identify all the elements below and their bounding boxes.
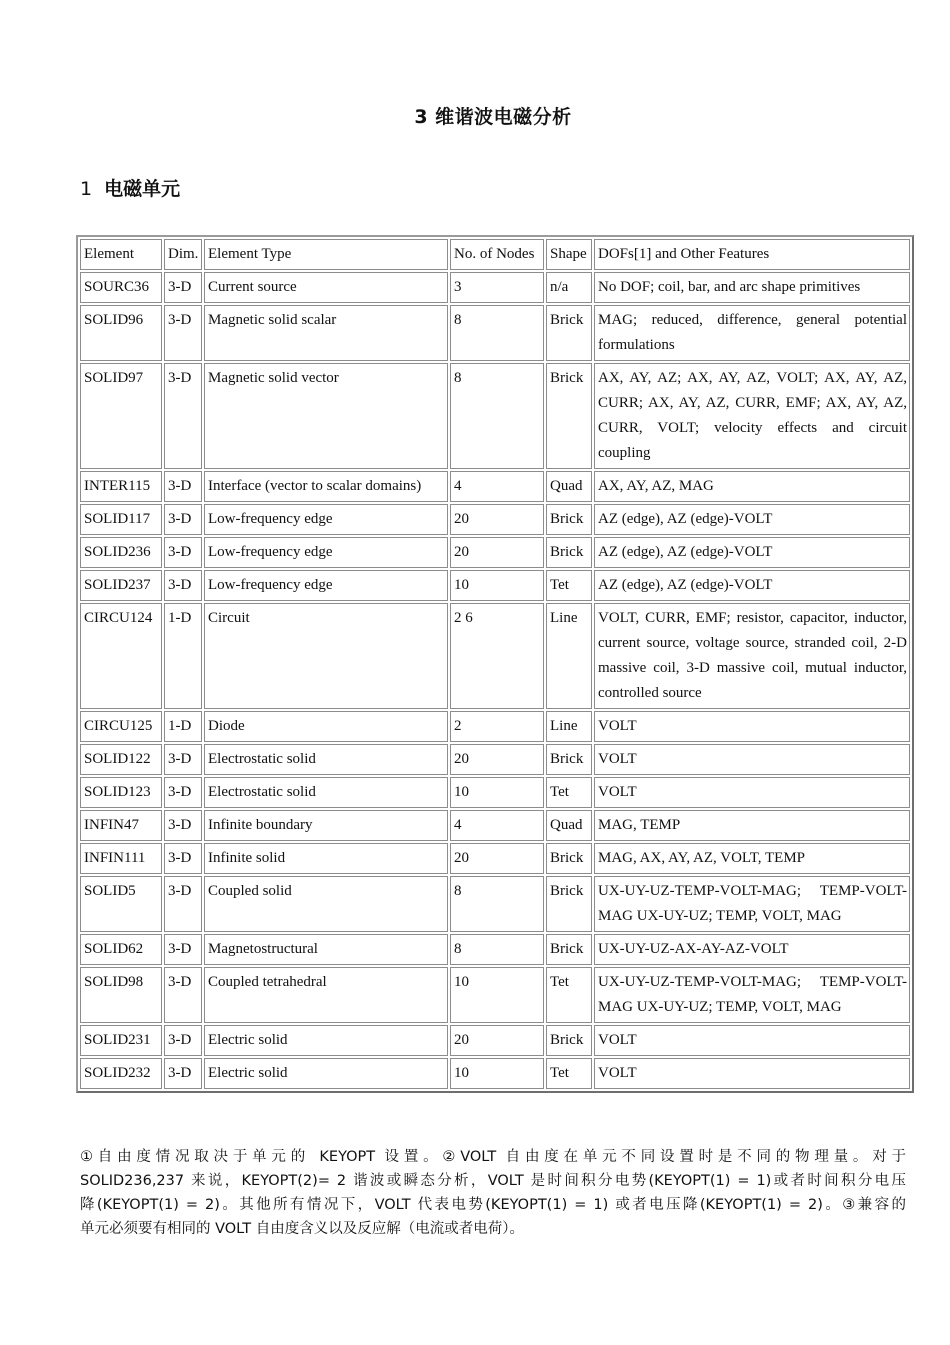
table-row	[80, 744, 910, 775]
cell-shape: Brick	[546, 744, 592, 775]
cell-dofs: AX, AY, AZ, MAG	[594, 471, 910, 502]
cell-element-type: Electric solid	[204, 1058, 448, 1089]
cell-shape: Line	[546, 711, 592, 742]
cell-shape: Quad	[546, 471, 592, 502]
cell-element: SOLID231	[80, 1025, 162, 1056]
section-title: 电磁单元	[104, 178, 181, 200]
header-dofs: DOFs[1] and Other Features	[594, 239, 910, 270]
cell-element: SOLID236	[80, 537, 162, 568]
cell-dim: 3-D	[164, 363, 202, 469]
cell-dofs: MAG, TEMP	[594, 810, 910, 841]
cell-dofs: MAG, AX, AY, AZ, VOLT, TEMP	[594, 843, 910, 874]
table-row	[80, 363, 910, 469]
cell-dofs: AX, AY, AZ; AX, AY, AZ, VOLT; AX, AY, AZ, CURR; AX, AY, AZ, CURR, EMF; AX, AY, AZ, CURR, VOLT; velocity effects and circuit coupling	[594, 363, 910, 469]
cell-nodes: 20	[450, 744, 544, 775]
cell-dim: 3-D	[164, 876, 202, 932]
cell-shape: Brick	[546, 1025, 592, 1056]
cell-dofs: VOLT	[594, 1025, 910, 1056]
cell-element-type: Low-frequency edge	[204, 537, 448, 568]
cell-element: SOLID96	[80, 305, 162, 361]
cell-dim: 3-D	[164, 843, 202, 874]
cell-nodes: 4	[450, 810, 544, 841]
cell-shape: Quad	[546, 810, 592, 841]
cell-dim: 3-D	[164, 744, 202, 775]
cell-element: SOURC36	[80, 272, 162, 303]
cell-element-type: Circuit	[204, 603, 448, 709]
cell-element-type: Coupled tetrahedral	[204, 967, 448, 1023]
table-row	[80, 537, 910, 568]
cell-dim: 3-D	[164, 934, 202, 965]
document-title: 3 维谐波电磁分析	[414, 106, 572, 128]
cell-element: INTER115	[80, 471, 162, 502]
cell-element-type: Coupled solid	[204, 876, 448, 932]
cell-nodes: 8	[450, 934, 544, 965]
cell-dim: 3-D	[164, 471, 202, 502]
cell-element: SOLID232	[80, 1058, 162, 1089]
cell-nodes: 10	[450, 570, 544, 601]
cell-shape: Line	[546, 603, 592, 709]
section-heading	[80, 174, 180, 201]
cell-nodes: 20	[450, 1025, 544, 1056]
cell-element-type: Electric solid	[204, 1025, 448, 1056]
footnote-line: SOLID236,237 来说，KEYOPT(2)= 2 谐波或瞬态分析，VOLT 是时间积分电势(KEYOPT(1) = 1)或者时间积分电压	[80, 1173, 906, 1189]
table-row	[80, 967, 910, 1023]
cell-nodes: 2	[450, 711, 544, 742]
cell-element: SOLID97	[80, 363, 162, 469]
cell-shape: Tet	[546, 570, 592, 601]
table-row	[80, 810, 910, 841]
table-row	[80, 843, 910, 874]
cell-dim: 3-D	[164, 967, 202, 1023]
cell-element-type: Magnetostructural	[204, 934, 448, 965]
element-table-frame	[76, 235, 914, 1093]
cell-nodes: 20	[450, 537, 544, 568]
cell-element: INFIN111	[80, 843, 162, 874]
cell-dim: 3-D	[164, 1058, 202, 1089]
cell-dofs: AZ (edge), AZ (edge)-VOLT	[594, 570, 910, 601]
cell-element: SOLID122	[80, 744, 162, 775]
cell-dofs: AZ (edge), AZ (edge)-VOLT	[594, 537, 910, 568]
table-row	[80, 711, 910, 742]
cell-shape: Brick	[546, 305, 592, 361]
cell-element-type: Low-frequency edge	[204, 570, 448, 601]
cell-nodes: 10	[450, 777, 544, 808]
cell-element-type: Low-frequency edge	[204, 504, 448, 535]
cell-dofs: UX-UY-UZ-TEMP-VOLT-MAG; TEMP-VOLT-MAG UX-UY-UZ; TEMP, VOLT, MAG	[594, 967, 910, 1023]
cell-dofs: UX-UY-UZ-TEMP-VOLT-MAG; TEMP-VOLT-MAG UX-UY-UZ; TEMP, VOLT, MAG	[594, 876, 910, 932]
cell-element-type: Magnetic solid scalar	[204, 305, 448, 361]
header-nodes: No. of Nodes	[450, 239, 544, 270]
cell-shape: Brick	[546, 843, 592, 874]
cell-shape: n/a	[546, 272, 592, 303]
cell-dofs: VOLT	[594, 744, 910, 775]
cell-shape: Brick	[546, 934, 592, 965]
cell-element: SOLID237	[80, 570, 162, 601]
cell-dim: 1-D	[164, 603, 202, 709]
cell-shape: Brick	[546, 363, 592, 469]
cell-dim: 3-D	[164, 272, 202, 303]
element-table	[78, 237, 912, 1091]
cell-element: INFIN47	[80, 810, 162, 841]
table-row	[80, 570, 910, 601]
footnote-line: 降(KEYOPT(1) = 2)。其他所有情况下，VOLT 代表电势(KEYOPT(1) = 1) 或者电压降(KEYOPT(1) = 2)。③兼容的	[80, 1197, 906, 1213]
cell-element-type: Infinite solid	[204, 843, 448, 874]
cell-dim: 3-D	[164, 570, 202, 601]
cell-nodes: 4	[450, 471, 544, 502]
table-row	[80, 272, 910, 303]
cell-dofs: AZ (edge), AZ (edge)-VOLT	[594, 504, 910, 535]
cell-dofs: VOLT	[594, 777, 910, 808]
cell-shape: Tet	[546, 967, 592, 1023]
cell-nodes: 8	[450, 876, 544, 932]
cell-dofs: VOLT, CURR, EMF; resistor, capacitor, inductor, current source, voltage source, stranded coil, 2-D massive coil, 3-D massive coil, mutual inductor, controlled source	[594, 603, 910, 709]
cell-dofs: VOLT	[594, 1058, 910, 1089]
cell-element: CIRCU124	[80, 603, 162, 709]
cell-shape: Tet	[546, 777, 592, 808]
cell-element: SOLID117	[80, 504, 162, 535]
cell-shape: Brick	[546, 537, 592, 568]
table-row	[80, 1058, 910, 1089]
table-row	[80, 1025, 910, 1056]
table-row	[80, 305, 910, 361]
cell-element: SOLID5	[80, 876, 162, 932]
table-row	[80, 876, 910, 932]
cell-dofs: No DOF; coil, bar, and arc shape primitives	[594, 272, 910, 303]
cell-dim: 3-D	[164, 1025, 202, 1056]
cell-shape: Brick	[546, 876, 592, 932]
header-element: Element	[80, 239, 162, 270]
section-number: 1	[80, 178, 93, 200]
cell-element-type: Electrostatic solid	[204, 777, 448, 808]
table-header	[80, 239, 910, 270]
table-body	[80, 272, 910, 1089]
cell-nodes: 20	[450, 504, 544, 535]
cell-nodes: 10	[450, 1058, 544, 1089]
cell-element: SOLID123	[80, 777, 162, 808]
cell-element-type: Interface (vector to scalar domains)	[204, 471, 448, 502]
cell-nodes: 2 6	[450, 603, 544, 709]
cell-nodes: 20	[450, 843, 544, 874]
cell-nodes: 3	[450, 272, 544, 303]
cell-element: SOLID98	[80, 967, 162, 1023]
footnote-line: ①自由度情况取决于单元的 KEYOPT 设置。②VOLT 自由度在单元不同设置时是不同的物理量。对于	[80, 1149, 906, 1165]
cell-nodes: 10	[450, 967, 544, 1023]
header-dim: Dim.	[164, 239, 202, 270]
table-row	[80, 504, 910, 535]
cell-dim: 1-D	[164, 711, 202, 742]
cell-shape: Brick	[546, 504, 592, 535]
table-header-row	[80, 239, 910, 270]
footnote	[80, 1145, 906, 1241]
table-row	[80, 471, 910, 502]
cell-element: SOLID62	[80, 934, 162, 965]
table-row	[80, 603, 910, 709]
footnote-line: 单元必须要有相同的 VOLT 自由度含义以及反应解（电流或者电荷）。	[80, 1221, 524, 1237]
cell-dim: 3-D	[164, 305, 202, 361]
cell-shape: Tet	[546, 1058, 592, 1089]
cell-dim: 3-D	[164, 810, 202, 841]
cell-element-type: Current source	[204, 272, 448, 303]
header-element-type: Element Type	[204, 239, 448, 270]
cell-element: CIRCU125	[80, 711, 162, 742]
cell-dim: 3-D	[164, 537, 202, 568]
cell-dofs: VOLT	[594, 711, 910, 742]
cell-element-type: Electrostatic solid	[204, 744, 448, 775]
cell-dofs: MAG; reduced, difference, general potential formulations	[594, 305, 910, 361]
cell-element-type: Magnetic solid vector	[204, 363, 448, 469]
cell-dofs: UX-UY-UZ-AX-AY-AZ-VOLT	[594, 934, 910, 965]
cell-dim: 3-D	[164, 504, 202, 535]
cell-element-type: Diode	[204, 711, 448, 742]
table-row	[80, 777, 910, 808]
cell-dim: 3-D	[164, 777, 202, 808]
header-shape: Shape	[546, 239, 592, 270]
cell-element-type: Infinite boundary	[204, 810, 448, 841]
cell-nodes: 8	[450, 363, 544, 469]
table-row	[80, 934, 910, 965]
cell-nodes: 8	[450, 305, 544, 361]
